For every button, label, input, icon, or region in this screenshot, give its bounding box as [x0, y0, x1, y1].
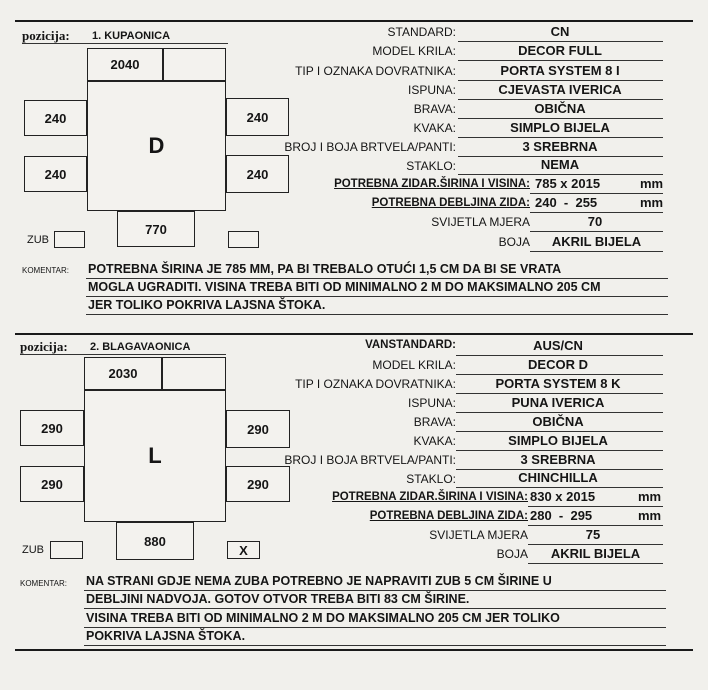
field-label: STANDARD:	[387, 25, 456, 39]
field-value: PORTA SYSTEM 8 I	[500, 63, 620, 78]
field-underline	[530, 212, 663, 213]
field-underline	[458, 118, 663, 119]
komentar-line: VISINA TREBA BITI OD MINIMALNO 2 M DO MAKSIMALNO 205 CM JER TOLIKO	[86, 611, 560, 625]
field-value: CHINCHILLA	[518, 470, 598, 485]
left-lower-box: 290	[20, 466, 84, 502]
pozicija-label: pozicija:	[22, 28, 70, 43]
field-value: PORTA SYSTEM 8 K	[495, 376, 621, 391]
komentar-label: KOMENTAR:	[20, 579, 67, 588]
field-label: SVIJETLA MJERA	[429, 528, 528, 542]
field-label: MODEL KRILA:	[372, 358, 456, 372]
komentar-underline	[84, 645, 666, 646]
field-value: 3 SREBRNA	[522, 139, 598, 154]
field-label: BOJA	[496, 547, 528, 561]
zub-right-box	[228, 231, 259, 248]
zub-left-box	[50, 541, 83, 559]
zub-label: ZUB	[27, 234, 49, 246]
field-underline	[456, 431, 663, 432]
bottom-width-box: 880	[116, 522, 194, 560]
field-underline	[456, 412, 663, 413]
pozicija-label: pozicija:	[20, 339, 68, 354]
field-value: AUS/CN	[533, 338, 583, 353]
field-underline	[528, 525, 663, 526]
field-underline	[530, 231, 663, 232]
field-value: 75	[585, 527, 601, 542]
field-label: BRAVA:	[413, 415, 456, 429]
field-value: CJEVASTA IVERICA	[498, 82, 622, 97]
komentar-line: POTREBNA ŠIRINA JE 785 MM, PA BI TREBALO OTUĆI 1,5 CM DA BI SE VRATA	[88, 262, 562, 276]
right-lower-box: 290	[226, 466, 290, 502]
room-underline	[20, 354, 226, 355]
zub-right-box-marked: X	[227, 541, 260, 559]
field-underline	[528, 506, 663, 507]
field-underline	[530, 193, 663, 194]
door-frame: L	[84, 390, 226, 522]
left-lower-box: 240	[24, 156, 87, 192]
field-value: CN	[550, 24, 570, 39]
field-label: VANSTANDARD:	[365, 339, 456, 351]
right-lower-box: 240	[226, 155, 289, 193]
room-underline	[22, 43, 228, 44]
bottom-width-box: 770	[117, 211, 195, 247]
field-value: DECOR D	[528, 357, 588, 372]
right-upper-box: 240	[226, 98, 289, 136]
field-underline	[530, 251, 663, 252]
field-value: 3 SREBRNA	[520, 452, 596, 467]
field-label: MODEL KRILA:	[372, 44, 456, 58]
door-frame: D	[87, 81, 226, 211]
komentar-line: JER TOLIKO POKRIVA LAJSNA ŠTOKA.	[88, 298, 326, 312]
zub-left-box	[54, 231, 85, 248]
field-label-required: POTREBNA ZIDAR.ŠIRINA I VISINA:	[332, 491, 528, 503]
field-value: AKRIL BIJELA	[551, 234, 642, 249]
komentar-line: POKRIVA LAJSNA ŠTOKA.	[86, 629, 246, 643]
field-value: NEMA	[540, 157, 580, 172]
field-value: 280 - 295	[530, 508, 593, 523]
top-rule	[15, 20, 693, 22]
komentar-label: KOMENTAR:	[22, 266, 69, 275]
komentar-underline	[84, 590, 666, 591]
field-underline	[456, 355, 663, 356]
field-underline	[458, 99, 663, 100]
unit-label: mm	[640, 195, 664, 210]
field-label: TIP I OZNAKA DOVRATNIKA:	[295, 64, 456, 78]
field-underline	[458, 137, 663, 138]
field-label-required: POTREBNA ZIDAR.ŠIRINA I VISINA:	[334, 178, 530, 190]
field-underline	[458, 41, 663, 42]
left-upper-box: 290	[20, 410, 84, 446]
section-divider	[15, 333, 693, 335]
top-empty-box	[162, 357, 226, 390]
field-underline	[456, 374, 663, 375]
komentar-underline	[86, 278, 668, 279]
komentar-underline	[84, 608, 666, 609]
room-name: 1. KUPAONICA	[92, 30, 171, 42]
top-empty-box	[163, 48, 226, 81]
field-underline	[458, 174, 663, 175]
field-underline	[456, 450, 663, 451]
field-label: STAKLO:	[406, 159, 456, 173]
field-label: ISPUNA:	[407, 83, 456, 97]
field-value: SIMPLO BIJELA	[508, 433, 608, 448]
field-value: DECOR FULL	[518, 43, 602, 58]
field-label: TIP I OZNAKA DOVRATNIKA:	[295, 377, 456, 391]
komentar-underline	[84, 627, 666, 628]
field-underline	[456, 393, 663, 394]
field-value: OBIČNA	[534, 101, 586, 116]
field-value: 70	[587, 214, 603, 229]
field-label-required: POTREBNA DEBLJINA ZIDA:	[369, 510, 528, 522]
unit-label: mm	[638, 508, 662, 523]
field-underline	[528, 544, 663, 545]
komentar-line: DEBLJINI NADVOJA. GOTOV OTVOR TREBA BITI 83 CM ŠIRINE.	[86, 592, 470, 606]
komentar-line: NA STRANI GDJE NEMA ZUBA POTREBNO JE NAPRAVITI ZUB 5 CM ŠIRINE U	[86, 574, 552, 588]
unit-label: mm	[638, 489, 662, 504]
komentar-underline	[86, 296, 668, 297]
room-name: 2. BLAGAVAONICA	[90, 341, 191, 353]
field-value: AKRIL BIJELA	[550, 546, 641, 561]
zub-label: ZUB	[22, 544, 44, 556]
right-upper-box: 290	[226, 410, 290, 448]
field-label: ISPUNA:	[407, 396, 456, 410]
komentar-underline	[86, 314, 668, 315]
field-underline	[458, 60, 663, 61]
top-width-box: 2030	[84, 357, 162, 390]
field-value: 240 - 255	[535, 195, 598, 210]
top-width-box: 2040	[87, 48, 163, 81]
field-value: PUNA IVERICA	[511, 395, 605, 410]
field-label: BROJ I BOJA BRTVELA/PANTI:	[284, 140, 456, 154]
field-label: STAKLO:	[406, 472, 456, 486]
field-label: BOJA	[498, 235, 530, 249]
field-value: SIMPLO BIJELA	[510, 120, 610, 135]
unit-label: mm	[640, 176, 664, 191]
bottom-rule	[15, 649, 693, 651]
left-upper-box: 240	[24, 100, 87, 136]
field-label: SVIJETLA MJERA	[431, 215, 530, 229]
field-label: BROJ I BOJA BRTVELA/PANTI:	[284, 453, 456, 467]
field-label: BRAVA:	[413, 102, 456, 116]
field-underline	[456, 487, 663, 488]
field-value: 785 x 2015	[535, 176, 601, 191]
field-value: 830 x 2015	[530, 489, 596, 504]
field-label-required: POTREBNA DEBLJINA ZIDA:	[371, 197, 530, 209]
komentar-line: MOGLA UGRADITI. VISINA TREBA BITI OD MINIMALNO 2 M DO MAKSIMALNO 205 CM	[88, 280, 601, 294]
field-label: KVAKA:	[413, 121, 456, 135]
field-underline	[458, 80, 663, 81]
field-value: OBIČNA	[532, 414, 584, 429]
field-underline	[528, 563, 663, 564]
field-label: KVAKA:	[413, 434, 456, 448]
